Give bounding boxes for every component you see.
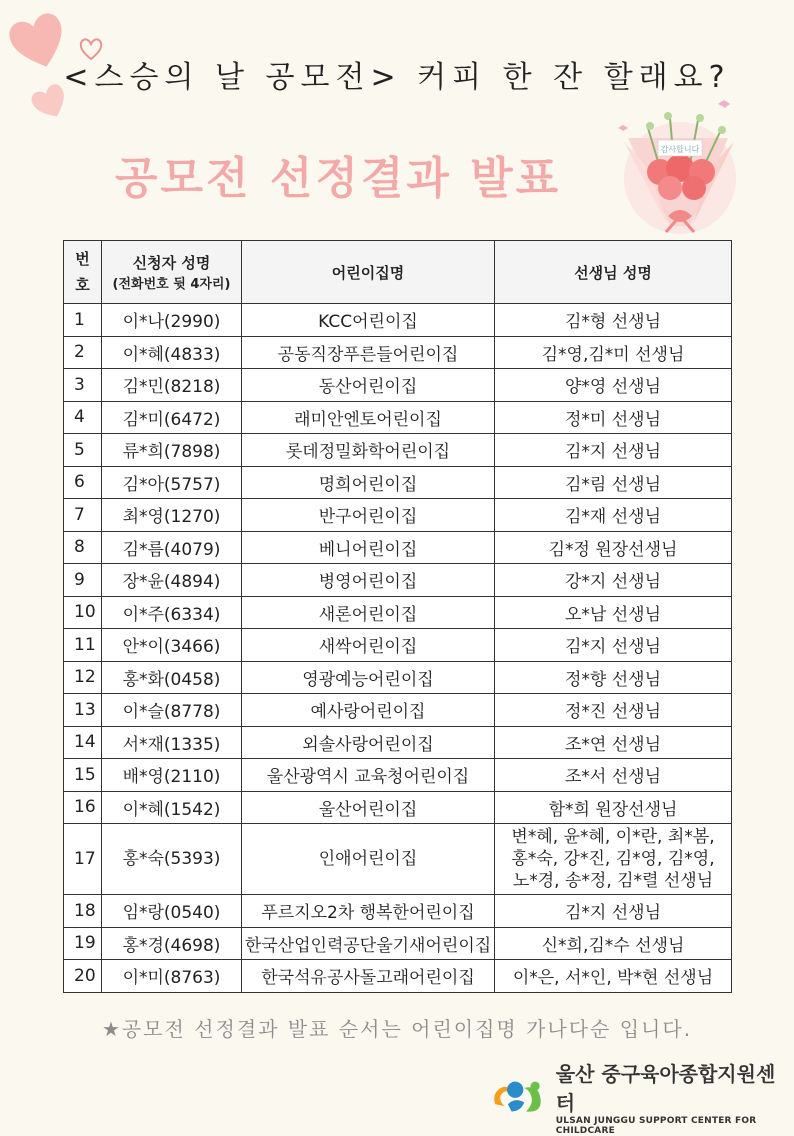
table-row <box>64 466 732 499</box>
cell-num: 2 <box>64 336 102 369</box>
table-row <box>64 499 732 532</box>
cell-applicant: 류*희(7898) <box>102 434 242 467</box>
bouquet-card-text: 감사합니다 <box>660 145 700 154</box>
cell-daycare: 동산어린이집 <box>242 369 495 402</box>
cell-daycare: 병영어린이집 <box>242 564 495 597</box>
results-table <box>63 240 732 993</box>
cell-daycare: KCC어린이집 <box>242 304 495 337</box>
table-row <box>64 531 732 564</box>
cell-applicant: 김*미(6472) <box>102 401 242 434</box>
cell-teacher: 김*영,김*미 선생님 <box>495 336 732 369</box>
page-title: <스승의 날 공모전> 커피 한 잔 할래요? <box>63 60 731 95</box>
header-teacher: 선생님 성명 <box>495 241 732 304</box>
center-name-en: ULSAN JUNGGU SUPPORT CENTER FOR CHILDCARE <box>555 1116 757 1136</box>
cell-applicant: 장*윤(4894) <box>102 564 242 597</box>
table-row <box>64 694 732 727</box>
cell-num: 4 <box>64 401 102 434</box>
cell-teacher: 정*향 선생님 <box>495 661 732 694</box>
cell-num: 12 <box>64 661 102 694</box>
table-row <box>64 791 732 824</box>
cell-teacher: 김*재 선생님 <box>495 499 732 532</box>
cell-applicant: 이*혜(4833) <box>102 336 242 369</box>
cell-teacher: 김*정 원장선생님 <box>495 531 732 564</box>
table-header-row <box>64 241 732 304</box>
cell-applicant: 서*재(1335) <box>102 726 242 759</box>
footnote: ★공모전 선정결과 발표 순서는 어린이집명 가나다순 입니다. <box>101 1017 693 1041</box>
cell-daycare: 새싹어린이집 <box>242 629 495 662</box>
cell-daycare: 푸르지오2차 행복한어린이집 <box>242 895 495 928</box>
cell-teacher: 강*지 선생님 <box>495 564 732 597</box>
cell-daycare: 외솔사랑어린이집 <box>242 726 495 759</box>
table-row <box>64 304 732 337</box>
cell-daycare: 영광예능어린이집 <box>242 661 495 694</box>
table-row <box>64 960 732 993</box>
cell-num: 15 <box>64 759 102 792</box>
header-num: 번호 <box>64 241 102 304</box>
header-applicant-sub: (전화번호 뒷 4자리) <box>112 277 231 292</box>
cell-teacher: 김*지 선생님 <box>495 895 732 928</box>
cell-num: 11 <box>64 629 102 662</box>
cell-teacher: 함*희 원장선생님 <box>495 791 732 824</box>
cell-daycare: 울산광역시 교육청어린이집 <box>242 759 495 792</box>
cell-daycare: 반구어린이집 <box>242 499 495 532</box>
flower-bouquet-icon <box>598 98 758 240</box>
cell-daycare: 롯데정밀화학어린이집 <box>242 434 495 467</box>
cell-num: 7 <box>64 499 102 532</box>
cell-daycare: 예사랑어린이집 <box>242 694 495 727</box>
header-daycare: 어린이집명 <box>242 241 495 304</box>
table-row <box>64 564 732 597</box>
cell-daycare: 인애어린이집 <box>242 824 495 895</box>
cell-num: 19 <box>64 927 102 960</box>
cell-num: 18 <box>64 895 102 928</box>
cell-teacher: 정*미 선생님 <box>495 401 732 434</box>
cell-num: 9 <box>64 564 102 597</box>
cell-applicant: 홍*화(0458) <box>102 661 242 694</box>
cell-applicant: 김*민(8218) <box>102 369 242 402</box>
cell-teacher: 양*영 선생님 <box>495 369 732 402</box>
center-logo-icon <box>488 1075 548 1119</box>
cell-applicant: 임*랑(0540) <box>102 895 242 928</box>
table-row <box>64 596 732 629</box>
table-row <box>64 661 732 694</box>
table-row <box>64 759 732 792</box>
cell-applicant: 배*영(2110) <box>102 759 242 792</box>
table-row <box>64 369 732 402</box>
cell-daycare: 한국석유공사돌고래어린이집 <box>242 960 495 993</box>
center-logo <box>488 1058 794 1136</box>
table-row <box>64 629 732 662</box>
cell-applicant: 이*나(2990) <box>102 304 242 337</box>
cell-teacher: 정*진 선생님 <box>495 694 732 727</box>
table-row <box>64 401 732 434</box>
cell-daycare: 한국산업인력공단울기새어린이집 <box>242 927 495 960</box>
cell-teacher: 김*지 선생님 <box>495 434 732 467</box>
cell-daycare: 베니어린이집 <box>242 531 495 564</box>
table-row <box>64 824 732 895</box>
cell-num: 3 <box>64 369 102 402</box>
cell-applicant: 김*름(4079) <box>102 531 242 564</box>
table-row <box>64 927 732 960</box>
cell-teacher: 이*은, 서*인, 박*현 선생님 <box>495 960 732 993</box>
cell-daycare: 새론어린이집 <box>242 596 495 629</box>
cell-teacher: 변*혜, 윤*혜, 이*란, 최*봄, 홍*숙, 강*진, 김*영, 김*영, 노*경, 송*정, 김*렬 선생님 <box>495 824 732 895</box>
cell-teacher: 김*형 선생님 <box>495 304 732 337</box>
cell-teacher: 오*남 선생님 <box>495 596 732 629</box>
cell-num: 14 <box>64 726 102 759</box>
cell-teacher: 김*지 선생님 <box>495 629 732 662</box>
cell-num: 10 <box>64 596 102 629</box>
cell-num: 1 <box>64 304 102 337</box>
cell-num: 13 <box>64 694 102 727</box>
cell-applicant: 이*미(8763) <box>102 960 242 993</box>
cell-num: 20 <box>64 960 102 993</box>
cell-daycare: 래미안엔토어린이집 <box>242 401 495 434</box>
cell-applicant: 안*이(3466) <box>102 629 242 662</box>
page-subtitle: 공모전 선정결과 발표 <box>115 153 562 204</box>
cell-teacher: 김*림 선생님 <box>495 466 732 499</box>
cell-teacher: 신*희,김*수 선생님 <box>495 927 732 960</box>
cell-teacher: 조*서 선생님 <box>495 759 732 792</box>
table-row <box>64 895 732 928</box>
cell-num: 5 <box>64 434 102 467</box>
cell-num: 17 <box>64 824 102 895</box>
table-row <box>64 434 732 467</box>
table-row <box>64 336 732 369</box>
cell-daycare: 공동직장푸른들어린이집 <box>242 336 495 369</box>
cell-num: 8 <box>64 531 102 564</box>
header-applicant: 신청자 성명 (전화번호 뒷 4자리) <box>102 241 242 304</box>
cell-applicant: 최*영(1270) <box>102 499 242 532</box>
cell-num: 6 <box>64 466 102 499</box>
center-name-kr: 울산 중구육아종합지원센터 <box>555 1062 776 1115</box>
cell-applicant: 홍*경(4698) <box>102 927 242 960</box>
table-row <box>64 726 732 759</box>
cell-applicant: 이*슬(8778) <box>102 694 242 727</box>
cell-applicant: 홍*숙(5393) <box>102 824 242 895</box>
cell-daycare: 명희어린이집 <box>242 466 495 499</box>
cell-teacher: 조*연 선생님 <box>495 726 732 759</box>
cell-num: 16 <box>64 791 102 824</box>
cell-daycare: 울산어린이집 <box>242 791 495 824</box>
cell-applicant: 이*혜(1542) <box>102 791 242 824</box>
cell-applicant: 김*아(5757) <box>102 466 242 499</box>
cell-applicant: 이*주(6334) <box>102 596 242 629</box>
